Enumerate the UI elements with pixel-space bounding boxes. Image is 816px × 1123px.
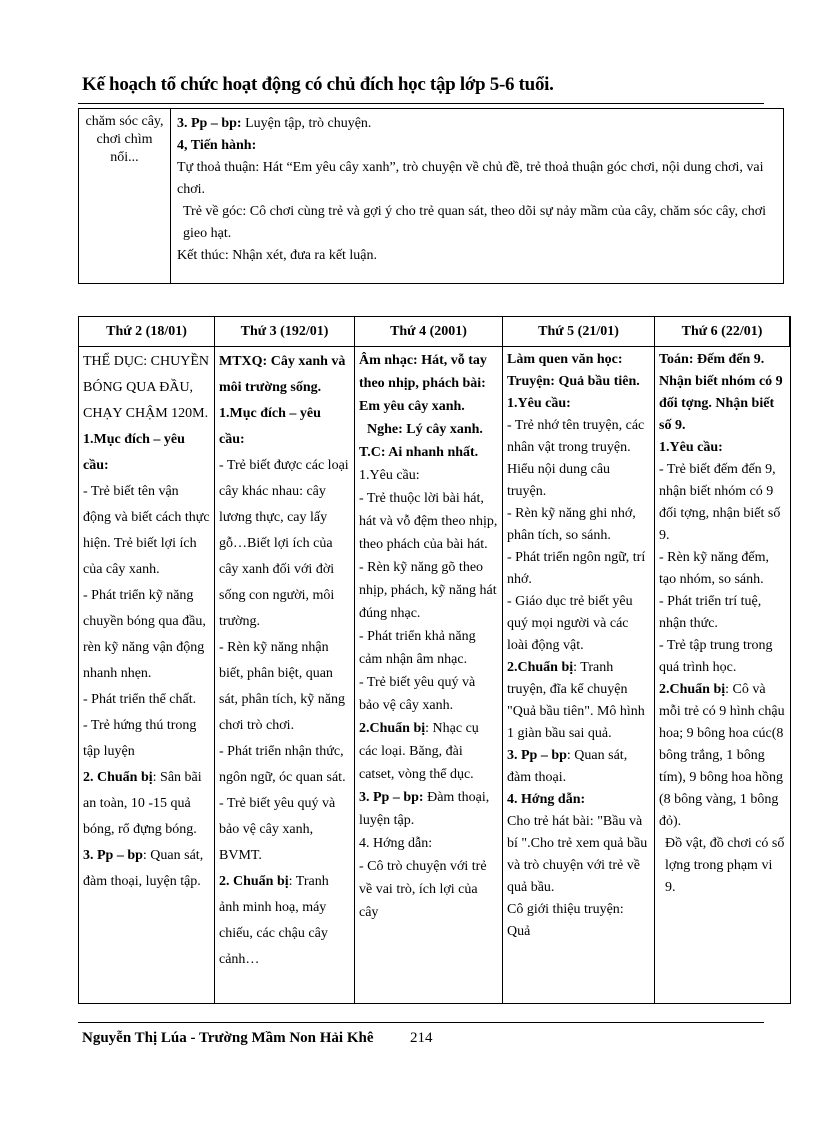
prep-text: : Tranh truyện, đĩa kể chuyện "Quả bầu tiên". Mô hình 1 giàn bầu sai quả. [507,660,645,741]
requirement-label: 1.Yêu cầu: [359,468,420,483]
prep-text: : Sân bãi an toàn, 10 -15 quả bóng, rổ đựng bóng. [83,770,202,837]
lesson-title: Làm quen văn học: Truyện: Quả bầu tiên. [507,352,640,389]
top-left-cell [79,109,171,283]
requirement-item: - Rèn kỹ năng gõ theo nhịp, phách, kỹ năng hát đúng nhạc. [359,560,497,621]
page-number: 214 [410,1030,433,1046]
prep-text: : Nhạc cụ các loại. Băng, đài catset, vòng thể dục. [359,721,479,782]
tuesday-cell [215,347,355,1003]
requirement-item: - Phát triển ngôn ngữ, trí nhớ. [507,550,646,587]
goal-label: 1.Mục đích – yêu cầu: [83,432,185,473]
method-line [359,786,498,832]
requirement-item: - Trẻ biết đếm đến 9, nhận biết nhóm có 9 đối tợng, nhận biết số 9. [659,462,781,543]
method-label: 3. Pp – bp [507,748,567,763]
requirement-item: - Trẻ tập trung trong quá trình học. [659,638,773,675]
page-header-title: Kế hoạch tổ chức hoạt động có chủ đích học tập lớp 5-6 tuổi. [82,74,554,95]
method-line [83,843,210,895]
column-header: Thứ 6 (22/01) [655,317,790,347]
monday-cell [79,347,215,1003]
column-header: Thứ 4 (2001) [355,317,503,347]
procedure-item: Cô giới thiệu truyện: Quả [507,902,624,939]
prep-text: : Cô và mỗi trẻ có 9 hình chậu hoa; 9 bông hoa cúc(8 bông trắng, 1 bông tím), 9 bông hoa hồng (8 bông vàng, 1 bông đỏ). [659,682,785,829]
method-line [177,113,777,135]
prep-label: 2. Chuẩn bị [83,770,153,785]
requirement-item: - Trẻ biết yêu quý và bảo vệ cây xanh. [359,675,476,713]
method-label: 3. Pp – bp: [359,790,424,805]
procedure-line: Tự thoả thuận: Hát “Em yêu cây xanh”, trò chuyện về chủ đề, trẻ thoả thuận góc chơi, nội dung chơi, vai chơi. [177,160,764,197]
lesson-title: Âm nhạc: Hát, vỗ tay theo nhịp, phách bài: Em yêu cây xanh. [359,353,487,414]
prep-label: 2.Chuẩn bị [359,721,426,736]
procedure-label: 4, Tiến hành: [177,138,257,153]
column-header: Thứ 2 (18/01) [79,317,215,347]
prep-line [83,765,210,843]
goal-item: - Trẻ biết tên vận động và biết cách thực hiện. Trẻ biết lợi ích của cây xanh. [83,484,210,577]
header-divider [78,103,764,104]
method-text: : Quan sát, đàm thoại, luyện tập. [83,848,204,889]
procedure-line: Kết thúc: Nhận xét, đưa ra kết luận. [177,248,378,263]
requirement-item: - Giáo dục trẻ biết yêu quý mọi người và các loài động vật. [507,594,633,653]
activity-table-top [78,108,784,284]
prep-line [359,717,498,786]
requirement-item: - Rèn kỹ năng đếm, tạo nhóm, so sánh. [659,550,770,587]
method-text: : Quan sát, đàm thoại. [507,748,628,785]
column-header: Thứ 3 (192/01) [215,317,355,347]
goal-item: - Phát triển kỹ năng chuyền bóng qua đầu, rèn kỹ năng vận động nhanh nhẹn. [83,588,206,681]
requirement-item: - Rèn kỹ năng ghi nhớ, phân tích, so sánh. [507,506,636,543]
goal-label: 1.Mục đích – yêu cầu: [219,406,321,447]
thursday-cell [503,347,655,1003]
method-text: Đàm thoại, luyện tập. [359,790,490,828]
method-label: 3. Pp – bp [83,848,143,863]
listening-line: Nghe: Lý cây xanh. [367,422,483,437]
prep-label: 2. Chuẩn bị [219,874,289,889]
prep-line [219,869,350,973]
goal-item: - Trẻ hứng thú trong tập luyện [83,718,197,759]
requirement-item: - Trẻ nhớ tên truyện, các nhân vật trong truyện. Hiểu nội dung câu truyện. [507,418,645,499]
lesson-title: THỂ DỤC: CHUYỀN BÓNG QUA ĐẦU, CHẠY CHẬM 120M. [83,354,209,421]
footer-author: Nguyễn Thị Lúa - Trường Mầm Non Hải Khê [82,1030,374,1046]
procedure-item: - Cô trò chuyện với trẻ về vai trò, ích lợi của cây [359,859,487,920]
method-line [507,745,650,789]
top-right-cell [171,109,783,283]
method-text: Luyện tập, trò chuyện. [241,116,372,131]
goal-item: - Rèn kỹ năng nhận biết, phân biệt, quan sát, phân tích, kỹ năng chơi trò chơi. [219,640,345,733]
wednesday-cell [355,347,503,1003]
goal-item: - Trẻ biết yêu quý và bảo vệ cây xanh, BVMT. [219,796,336,863]
friday-cell [655,347,790,1003]
requirement-label: 1.Yêu cầu: [659,440,723,455]
procedure-label: 4. Hớng dẫn: [359,836,433,851]
prep-label: 2.Chuẩn bị [507,660,574,675]
top-left-line: chơi chìm [96,132,153,147]
prep-text: : Tranh ảnh minh hoạ, máy chiếu, các chậu cây cảnh… [219,874,329,967]
prep-label: 2.Chuẩn bị [659,682,726,697]
goal-item: - Phát triển thể chất. [83,692,197,707]
procedure-line: Trẻ về góc: Cô chơi cùng trẻ và gợi ý cho trẻ quan sát, theo dõi sự nảy mầm của cây, chăm sóc cây, chơi gieo hạt. [183,204,767,241]
requirement-label: 1.Yêu cầu: [507,396,571,411]
top-left-line: nổi... [110,150,139,165]
weekly-plan-table [78,316,791,1004]
prep-line [659,679,786,833]
material-item: Đồ vật, đồ chơi có số lợng trong phạm vi 9. [665,836,785,895]
procedure-item: Cho trẻ hát bài: "Bầu và bí ".Cho trẻ xem quả bầu và trò chuyện với trẻ về quả bầu. [507,814,648,895]
lesson-title: Toán: Đếm đến 9. Nhận biết nhóm có 9 đối tợng. Nhận biết số 9. [659,352,783,433]
goal-item: - Phát triển nhận thức, ngôn ngữ, óc quan sát. [219,744,346,785]
column-header: Thứ 5 (21/01) [503,317,655,347]
prep-line [507,657,650,745]
footer-divider [78,1022,764,1023]
procedure-label: 4. Hớng dẫn: [507,792,586,807]
requirement-item: - Trẻ thuộc lời bài hát, hát và vỗ đệm theo nhịp, theo phách của bài hát. [359,491,498,552]
requirement-item: - Phát triển trí tuệ, nhận thức. [659,594,762,631]
method-label: 3. Pp – bp: [177,116,242,131]
lesson-title: MTXQ: Cây xanh và môi trường sống. [219,354,346,395]
goal-item: - Trẻ biết được các loại cây khác nhau: cây lương thực, cay lấy gỗ…Biết lợi ích của cây xanh đối với đời sống con người, môi trường. [219,458,349,629]
requirement-item: - Phát triển khả năng cảm nhận âm nhạc. [359,629,476,667]
game-line: T.C: Ai nhanh nhất. [359,445,479,460]
top-left-line: chăm sóc cây, [85,114,164,129]
